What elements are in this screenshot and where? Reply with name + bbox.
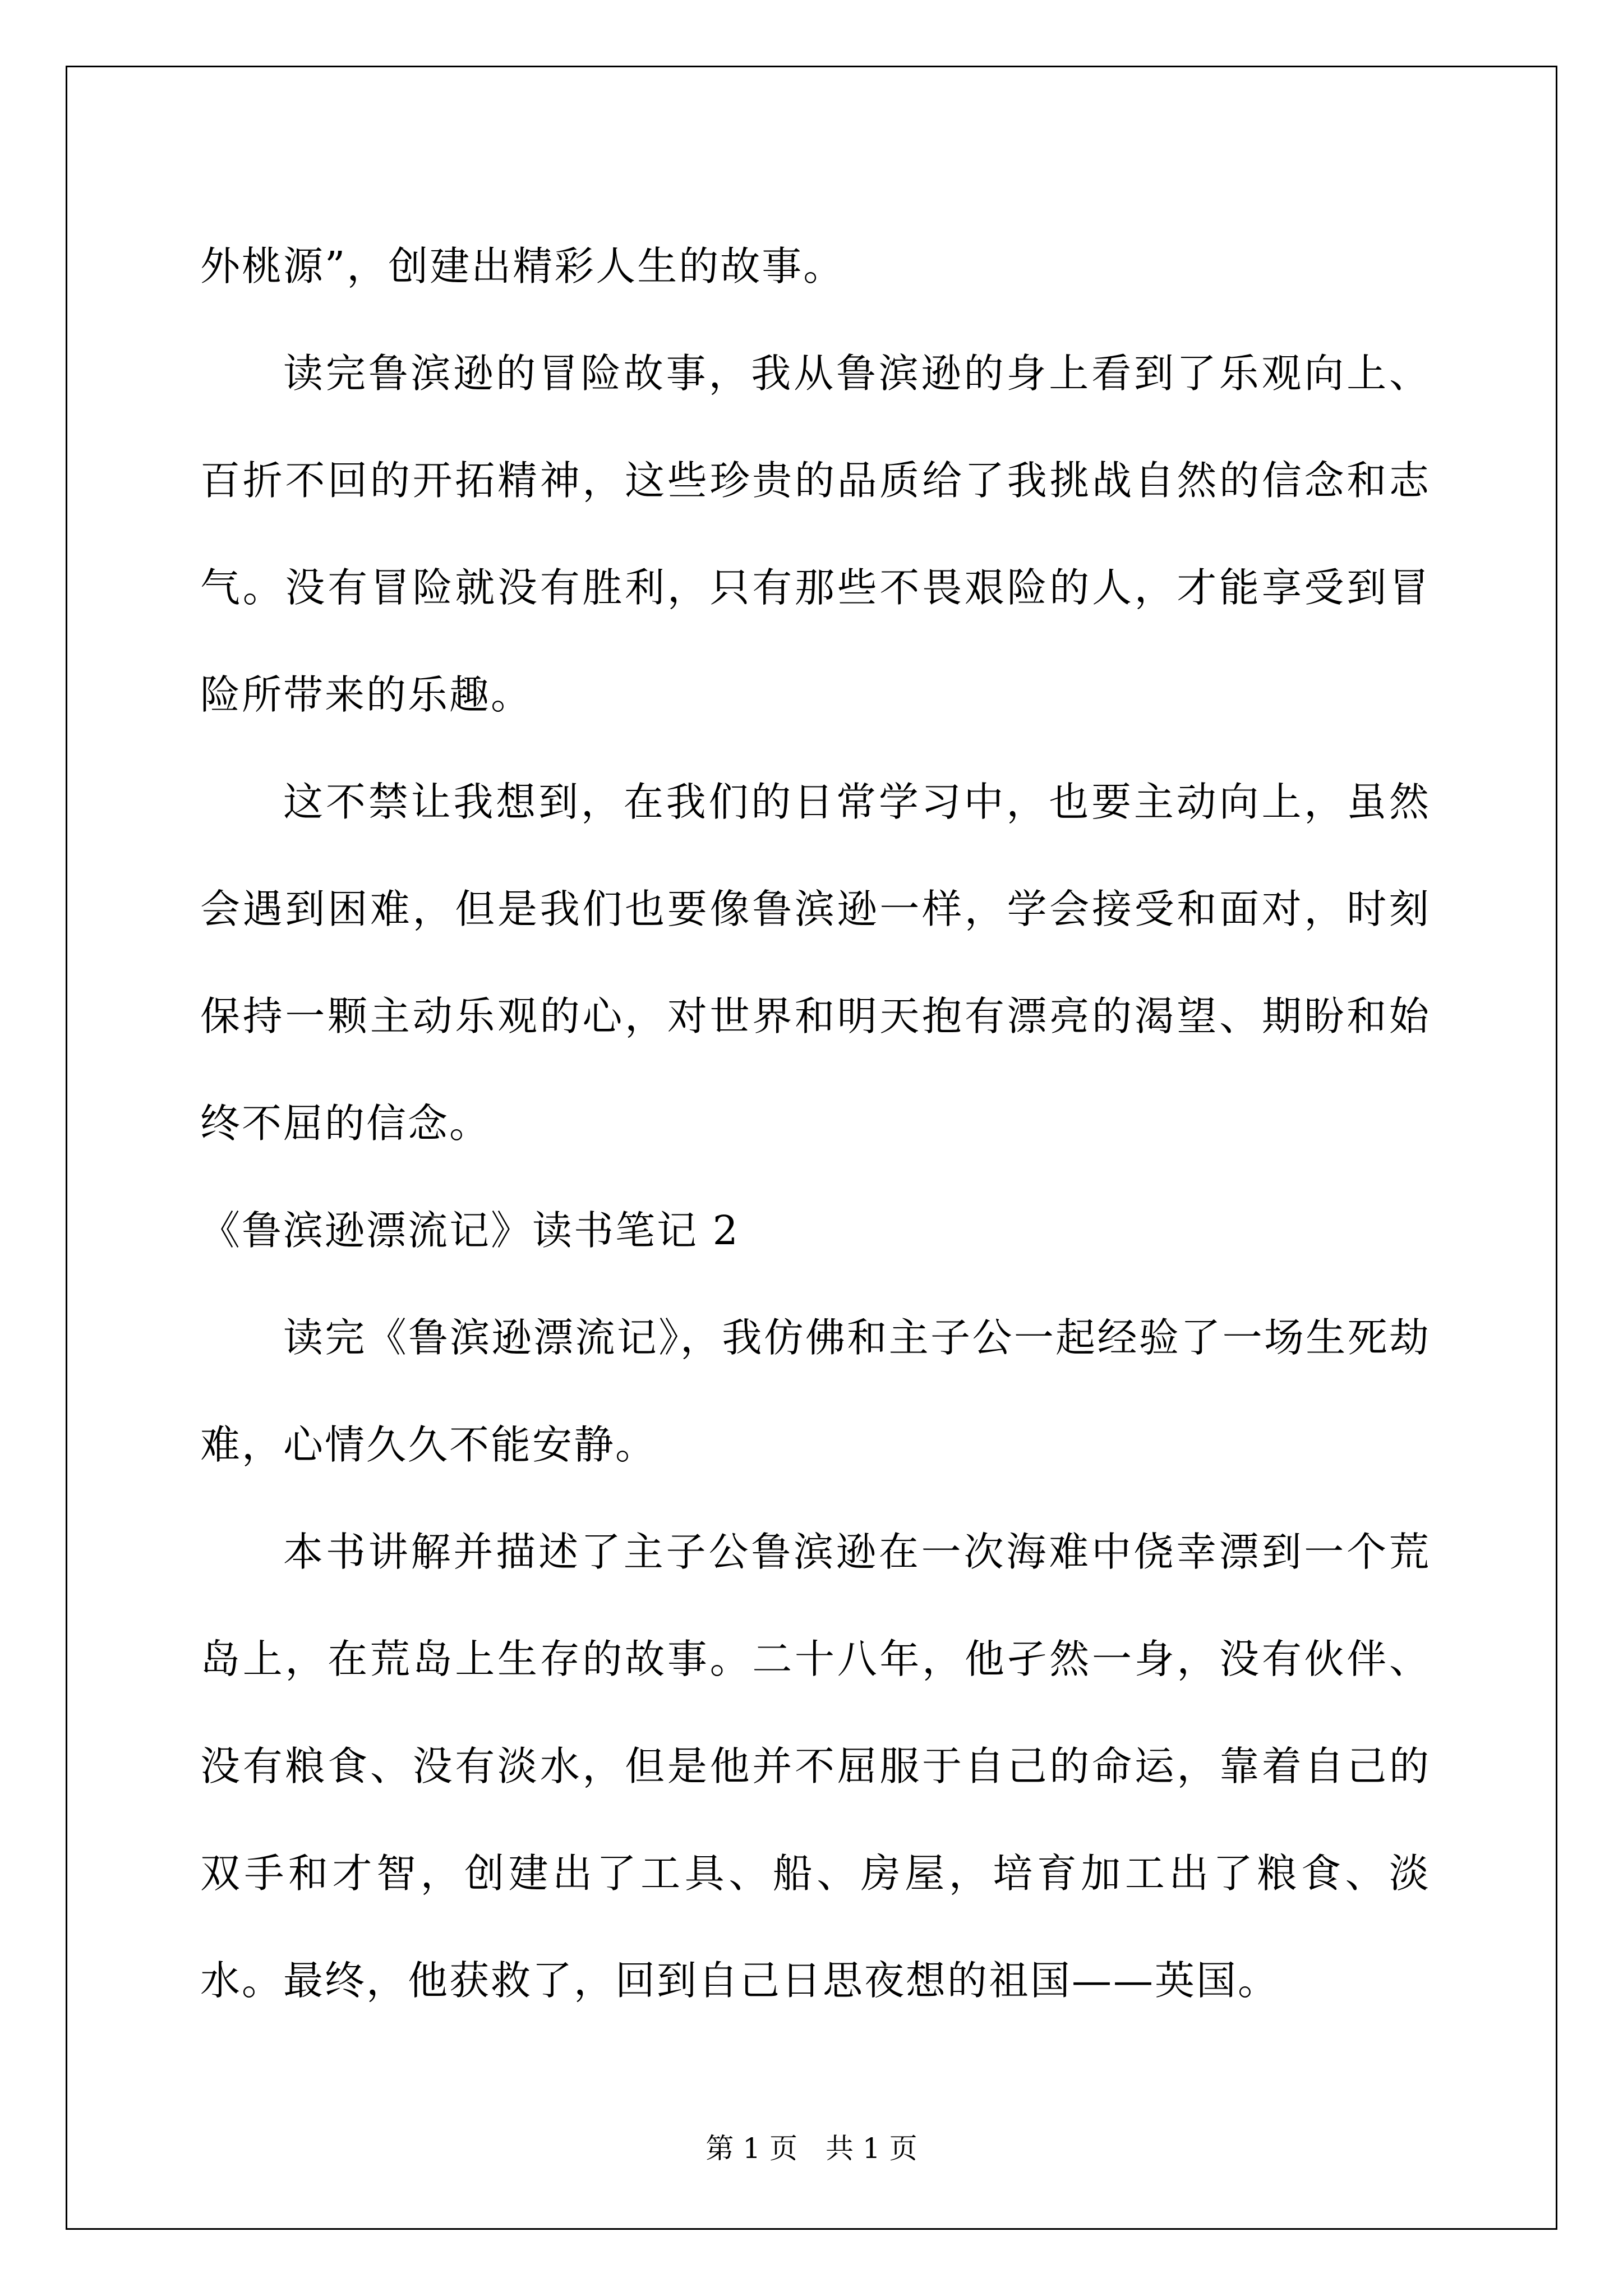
- section-heading: 《鲁滨逊漂流记》读书笔记 2: [200, 1207, 740, 1254]
- paragraph-continuation: 外桃源”，创建出精彩人生的故事。: [200, 243, 845, 289]
- paragraph-book-summary: 本书讲解并描述了主子公鲁滨逊在一次海难中侥幸漂到一个荒岛上，在荒岛上生存的故事。二十八年，他孑然一身，没有伙伴、没有粮食、没有淡水，但是他并不屈服于自己的命运，靠着自己的双手和才智，创建出了工具、船、房屋，培育加工出了粮食、淡水。最终，他获救了，回到自己日思夜想的祖国——英国。: [200, 1529, 1431, 2004]
- document-body: [200, 213, 1431, 2034]
- page-number-footer: 第 1 页 共 1 页: [706, 2132, 917, 2165]
- paragraph-after-reading: 读完《鲁滨逊漂流记》，我仿佛和主子公一起经验了一场生死劫难，心情久久不能安静。: [200, 1314, 1431, 1468]
- paragraph-daily-study: 这不禁让我想到，在我们的日常学习中，也要主动向上，虽然会遇到困难，但是我们也要像鲁滨逊一样，学会接受和面对，时刻保持一颗主动乐观的心，对世界和明天抱有漂亮的渴望、期盼和始终不屈的信念。: [200, 779, 1431, 1147]
- paragraph-adventure-reflection: 读完鲁滨逊的冒险故事，我从鲁滨逊的身上看到了乐观向上、百折不回的开拓精神，这些珍贵的品质给了我挑战自然的信念和志气。没有冒险就没有胜利，只有那些不畏艰险的人，才能享受到冒险所带来的乐趣。: [200, 350, 1431, 718]
